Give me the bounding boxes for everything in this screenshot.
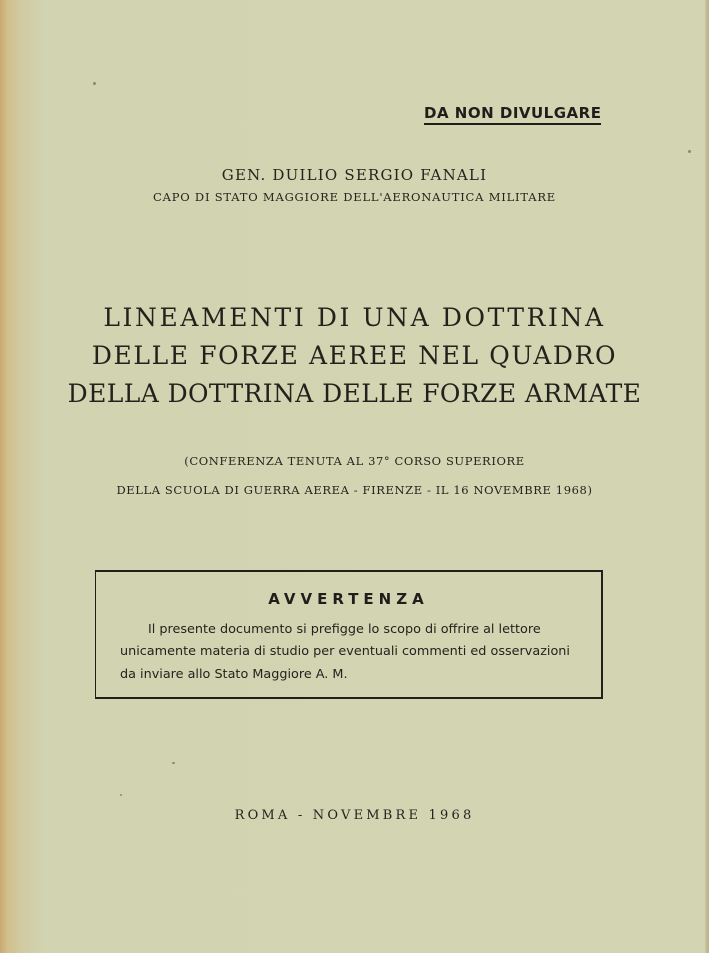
title-line-3: DELLA DOTTRINA DELLE FORZE ARMATE [67,379,642,408]
paper-speck [93,82,96,85]
notice-line-1: Il presente documento si prefigge lo scopo di offrire al lettore [148,622,541,637]
author-role: CAPO DI STATO MAGGIORE DELL'AERONAUTICA MILITARE [153,190,556,204]
subtitle-line-1: (CONFERENZA TENUTA AL 37° CORSO SUPERIORE [184,454,525,468]
place-date: ROMA - NOVEMBRE 1968 [234,808,475,823]
paper-speck [120,794,122,796]
notice-line-2: unicamente materia di studio per eventuali commenti ed osservazioni [120,644,570,659]
classification-label: DA NON DIVULGARE [424,104,601,125]
paper-speck [688,150,691,153]
subtitle-line-2: DELLA SCUOLA DI GUERRA AEREA - FIRENZE - IL 16 NOVEMBRE 1968) [116,483,593,497]
author-name: GEN. DUILIO SERGIO FANALI [221,166,488,184]
title-line-1: LINEAMENTI DI UNA DOTTRINA [103,303,606,332]
notice-box [95,570,603,699]
title-line-2: DELLE FORZE AEREE NEL QUADRO [91,341,618,370]
paper-speck [172,762,175,764]
notice-heading: AVVERTENZA [268,590,429,608]
notice-line-3: da inviare allo Stato Maggiore A. M. [120,667,348,682]
